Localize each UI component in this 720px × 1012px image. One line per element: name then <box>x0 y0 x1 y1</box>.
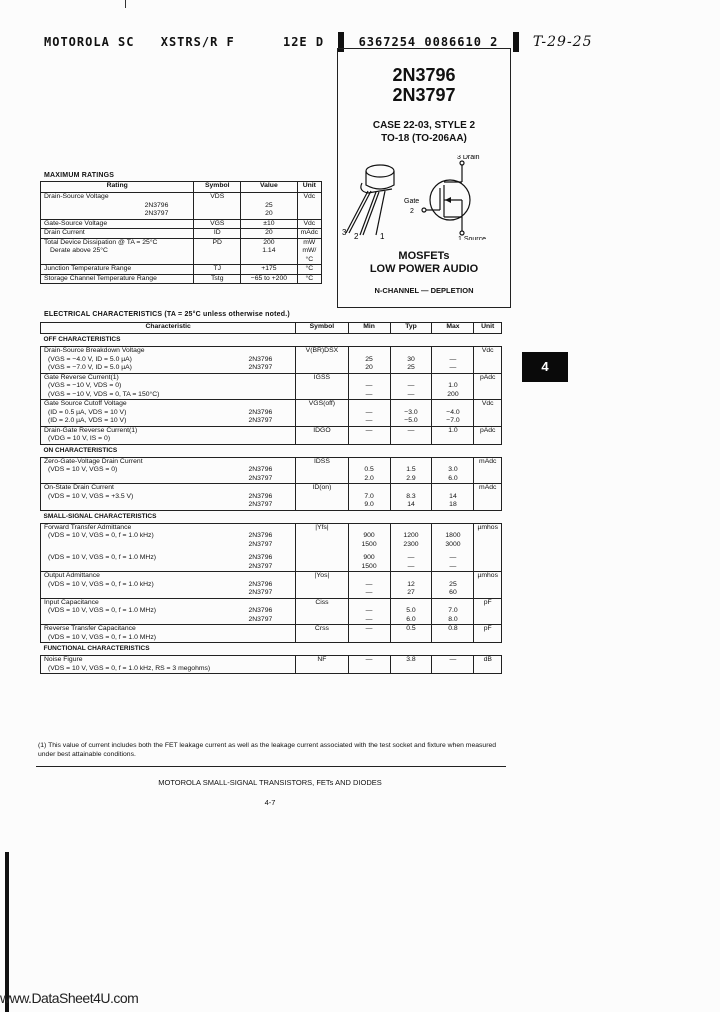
table-row: Gate Source Cutoff Voltage (ID = 0.5 µA, VDS = 10 V) 2N3796 (ID = 2.0 µA, VDS = 10 V) 2N3797 VGS(off) — — −3.0 −5.0 −4.0 −7.0 Vdc <box>41 400 502 427</box>
section-tab: 4 <box>522 352 568 382</box>
max-ratings-table <box>40 181 322 284</box>
section-functional: FUNCTIONAL CHARACTERISTICS <box>43 645 150 652</box>
division-code: XSTRS/R F <box>160 34 235 49</box>
max-ratings-title: MAXIMUM RATINGS <box>44 172 115 179</box>
electrical-title: ELECTRICAL CHARACTERISTICS (TA = 25°C unless otherwise noted.) <box>44 311 290 318</box>
page-number: 4-7 <box>264 798 276 807</box>
table-row: Forward Transfer Admittance (VDS = 10 V, VGS = 0, f = 1.0 kHz) 2N3796 2N3797 (VDS = 10 V, VGS = 0, f = 1.0 MHz) 2N3796 2N3797 |Yfs| 900 1500 900 1500 1200 2300 — — 1800 3000 — — µmhos <box>41 523 502 572</box>
doc-number: 6367254 0086610 2 <box>358 34 499 49</box>
col-rating: Rating <box>41 182 194 193</box>
part-info-box <box>337 48 511 308</box>
table-row: Gate-Source Voltage VGS ±10 Vdc <box>41 219 322 229</box>
case-style: CASE 22-03, STYLE 2 <box>372 120 476 131</box>
col-symbol: Symbol <box>194 182 241 193</box>
table-row: Noise Figure (VDS = 10 V, VGS = 0, f = 1.0 kHz, RS = 3 megohms) NF — 3.8 — dB <box>41 656 502 674</box>
part-number-2: 2N3797 <box>392 85 456 105</box>
col-unit: Unit <box>474 323 502 334</box>
table-row: Storage Channel Temperature Range Tstg −65 to +200 °C <box>41 274 322 284</box>
table-row: Input Capacitance (VDS = 10 V, VGS = 0, f = 1.0 MHz) 2N3796 2N3797 Ciss — — 5.0 6.0 7.0 8.0 pF <box>41 598 502 625</box>
col-min: Min <box>348 323 390 334</box>
scan-mark <box>125 0 126 8</box>
package-and-schematic-icon <box>338 155 510 240</box>
table-row: Drain-Gate Reverse Current(1) (VDG = 10 V, IS = 0) IDGO — — 1.0 pAdc <box>41 426 502 444</box>
svg-text:2: 2 <box>354 232 359 240</box>
document-header <box>44 32 611 52</box>
divider <box>36 766 506 767</box>
col-symbol: Symbol <box>296 323 348 334</box>
svg-text:2: 2 <box>410 208 414 215</box>
table-row: Drain-Source Voltage 2N3796 2N3797 VDS 25 20 Vdc <box>41 193 322 220</box>
table-row: Total Device Dissipation @ TA = 25°C Derate above 25°C PD 200 1.14 mW mW/°C <box>41 238 322 265</box>
watermark-link[interactable]: www.DataSheet4U.com <box>0 990 139 1006</box>
table-row: Output Admittance (VDS = 10 V, VGS = 0, f = 1.0 kHz) 2N3796 2N3797 |Yos| — — 12 27 25 60 µmhos <box>41 572 502 599</box>
svg-text:1: 1 <box>380 232 385 240</box>
svg-text:1 Source: 1 Source <box>458 236 487 240</box>
section-off: OFF CHARACTERISTICS <box>43 336 121 343</box>
package-type: TO-18 (TO-206AA) <box>381 133 467 144</box>
table-row: Zero-Gate-Voltage Drain Current (VDS = 10 V, VGS = 0) 2N3796 2N3797 IDSS 0.5 2.0 1.5 2.9 3.0 6.0 mAdc <box>41 457 502 484</box>
footnote: (1) This value of current includes both the FET leakage current as well as the leakage current associated with the test socket and fixture when measured under best attainable conditions. <box>38 742 497 758</box>
col-unit: Unit <box>297 182 321 193</box>
table-row: Reverse Transfer Capacitance (VDS = 10 V, VGS = 0, f = 1.0 MHz) Crss — 0.5 0.8 pF <box>41 625 502 643</box>
svg-text:3 Drain: 3 Drain <box>457 155 480 161</box>
svg-text:Gate: Gate <box>404 198 420 205</box>
svg-text:3: 3 <box>342 228 347 237</box>
section-small-signal: SMALL-SIGNAL CHARACTERISTICS <box>43 512 157 520</box>
footer-title: MOTOROLA SMALL-SIGNAL TRANSISTORS, FETs AND DIODES <box>158 778 382 787</box>
catalog-code: 12E D <box>282 34 325 49</box>
table-row: On-State Drain Current (VDS = 10 V, VGS = +3.5 V) 2N3796 2N3797 ID(on) 7.0 9.0 8.3 14 14 18 mAdc <box>41 484 502 511</box>
company-name: MOTOROLA SC <box>44 34 135 49</box>
table-row: Drain-Source Breakdown Voltage (VGS = −4.0 V, ID = 5.0 µA) 2N3796 (VGS = −7.0 V, ID = 5.0 µA) 2N3797 V(BR)DSX 25 20 30 25 — — Vdc <box>41 347 502 374</box>
part-number-1: 2N3796 <box>392 65 456 85</box>
table-row: Drain Current ID 20 mAdc <box>41 229 322 239</box>
col-max: Max <box>432 323 474 334</box>
scan-edge-bar <box>5 852 9 1012</box>
handwritten-note: T-29-25 <box>532 33 593 50</box>
application: LOW POWER AUDIO <box>369 263 479 275</box>
col-typ: Typ <box>390 323 432 334</box>
table-row: Gate Reverse Current(1) (VGS = −10 V, VDS = 0) (VGS = −10 V, VDS = 0, TA = 150°C) IGSS — — — — 1.0 200 pAdc <box>41 373 502 400</box>
col-value: Value <box>241 182 298 193</box>
section-on: ON CHARACTERISTICS <box>43 446 118 454</box>
black-marker <box>513 32 519 52</box>
table-row: Junction Temperature Range TJ +175 °C <box>41 265 322 275</box>
channel-type: N-CHANNEL — DEPLETION <box>374 286 474 295</box>
device-type: MOSFETs <box>398 250 450 262</box>
electrical-table <box>40 322 502 674</box>
col-characteristic: Characteristic <box>41 323 296 334</box>
